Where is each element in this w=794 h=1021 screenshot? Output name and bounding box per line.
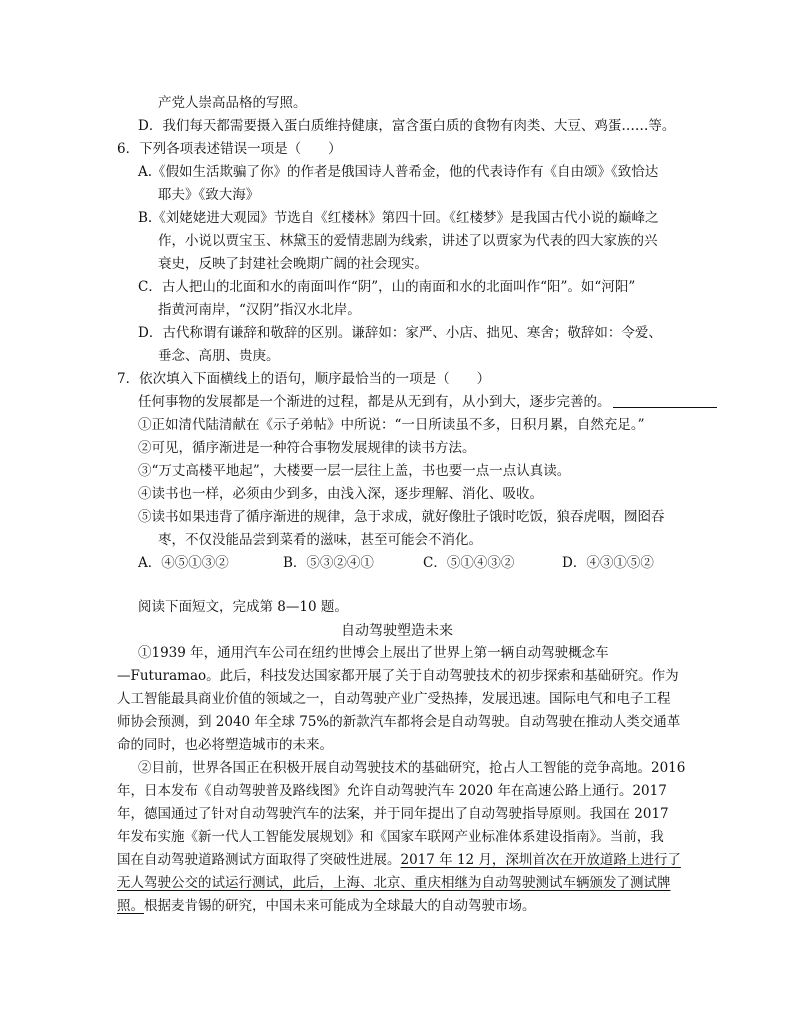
q6-option-a-line2: 耶夫》《致大海》 xyxy=(158,187,260,203)
q7-sentence-1: ①正如清代陆清献在《示子弟帖》中所说：“一日所读虽不多，日积月累，自然充足。” xyxy=(138,417,645,433)
paragraph-1-line4: 师协会预测，到 2040 年全球 75%的新款汽车都将会是自动驾驶。自动驾驶在推动人类交通革 xyxy=(117,714,681,730)
paragraph-2-line1: ②目前，世界各国正在积极开展自动驾驶技术的基础研究，抢占人工智能的竞争高地。2016 xyxy=(138,760,686,776)
q7-stem: 7．依次填入下面横线上的语句，顺序最恰当的一项是（ ） xyxy=(117,371,491,387)
q7-sentence-3: ③“万丈高楼平地起”，大楼要一层一层往上盖，书也要一点一点认真读。 xyxy=(138,463,571,479)
paragraph-2-line7 xyxy=(117,896,536,916)
q5-option-d: D．我们每天都需要摄入蛋白质维持健康，富含蛋白质的食物有肉类、大豆、鸡蛋……等。 xyxy=(138,118,676,134)
q6-option-a-line1: A.《假如生活欺骗了你》的作者是俄国诗人普希金，他的代表诗作有《自由颂》《致恰达 xyxy=(138,164,659,180)
q6-option-c-line2: 指黄河南岸，“汉阴”指汉水北岸。 xyxy=(158,302,361,318)
q6-option-d-line2: 垂念、高朋、贵庚。 xyxy=(158,348,280,364)
q7-lead-text: 任何事物的发展都是一个渐进的过程，都是从无到有，从小到大，逐步完善的。 xyxy=(138,394,611,410)
q7-option-b: B．⑤③②④① xyxy=(283,555,374,571)
answer-blank xyxy=(613,393,717,408)
underlined-sentence-part1: 2017 年 12 月，深圳首次在开放道路上进行了 xyxy=(400,852,681,868)
q6-option-c-line1: C．古人把山的北面和水的南面叫作“阴”，山的南面和水的北面叫作“阳”。如“河阳” xyxy=(138,279,636,295)
q5-option-c-continued: 产党人崇高品格的写照。 xyxy=(158,95,307,111)
q6-option-b-line2: 作，小说以贾宝玉、林黛玉的爱情悲剧为线索，讲述了以贾家为代表的四大家族的兴 xyxy=(158,233,658,249)
q7-option-d: D．④③①⑤② xyxy=(562,555,654,571)
paragraph-2-line4: 年发布实施《新一代人工智能发展规划》和《国家车联网产业标准体系建设指南》。当前，我 xyxy=(117,829,664,845)
q6-option-b-line3: 衰史，反映了封建社会晚期广阔的社会现实。 xyxy=(158,256,428,272)
paragraph-2-line5-text: 国在自动驾驶道路测试方面取得了突破性进展。 xyxy=(117,852,401,868)
q7-lead-sentence xyxy=(138,392,717,412)
paragraph-2-line5 xyxy=(117,850,681,870)
paragraph-1-line3: 人工智能最具商业价值的领域之一，自动驾驶产业广受热捧，发展迅速。国际电气和电子工程 xyxy=(117,691,671,707)
q7-option-a: A．④⑤①③② xyxy=(138,555,229,571)
paragraph-2-line7-text: 根据麦肯锡的研究，中国未来可能成为全球最大的自动驾驶市场。 xyxy=(144,898,536,914)
paragraph-1-line2: —Futuramao。此后，科技发达国家都开展了关于自动驾驶技术的初步探索和基础研究。作为 xyxy=(117,668,679,684)
q7-sentence-5-line2: 枣，不仅没能品尝到菜肴的滋味，甚至可能会不消化。 xyxy=(158,532,482,548)
q6-stem: 6．下列各项表述错误一项是（ ） xyxy=(117,141,342,157)
article-title: 自动驾驶塑造未来 xyxy=(341,623,453,639)
paragraph-1-line1: ①1939 年，通用汽车公司在纽约世博会上展出了世界上第一辆自动驾驶概念车 xyxy=(138,645,609,661)
q7-sentence-4: ④读书也一样，必须由少到多，由浅入深，逐步理解、消化、吸收。 xyxy=(138,486,543,502)
q7-option-c: C．⑤①④③② xyxy=(423,555,515,571)
q7-sentence-5-line1: ⑤读书如果违背了循序渐进的规律，急于求成，就好像肚子饿时吃饭，狼吞虎咽，囫囵吞 xyxy=(138,509,665,525)
paragraph-2-line3: 年，德国通过了针对自动驾驶汽车的法案，并于同年提出了自动驾驶指导原则。我国在 2017 xyxy=(117,806,669,822)
paragraph-2-line2: 年，日本发布《自动驾驶普及路线图》允许自动驾驶汽车 2020 年在高速公路上通行。2017 xyxy=(117,783,667,799)
q6-option-d-line1: D．古代称谓有谦辞和敬辞的区别。谦辞如：家严、小店、拙见、寒舍；敬辞如：令爱、 xyxy=(138,325,662,341)
paragraph-1-line5: 命的同时，也必将塑造城市的未来。 xyxy=(117,737,333,753)
q7-sentence-2: ②可见，循序渐进是一种符合事物发展规律的读书方法。 xyxy=(138,440,476,456)
reading-instruction: 阅读下面短文，完成第 8—10 题。 xyxy=(138,599,348,615)
q6-option-b-line1: B.《刘姥姥进大观园》节选自《红楼林》第四十回。《红楼梦》是我国古代小说的巅峰之 xyxy=(138,210,659,226)
underlined-sentence-part2: 无人驾驶公交的试运行测试，此后，上海、北京、重庆相继为自动驾驶测试车辆颁发了测试牌 xyxy=(117,875,671,891)
underlined-sentence-part3: 照。 xyxy=(117,898,144,914)
